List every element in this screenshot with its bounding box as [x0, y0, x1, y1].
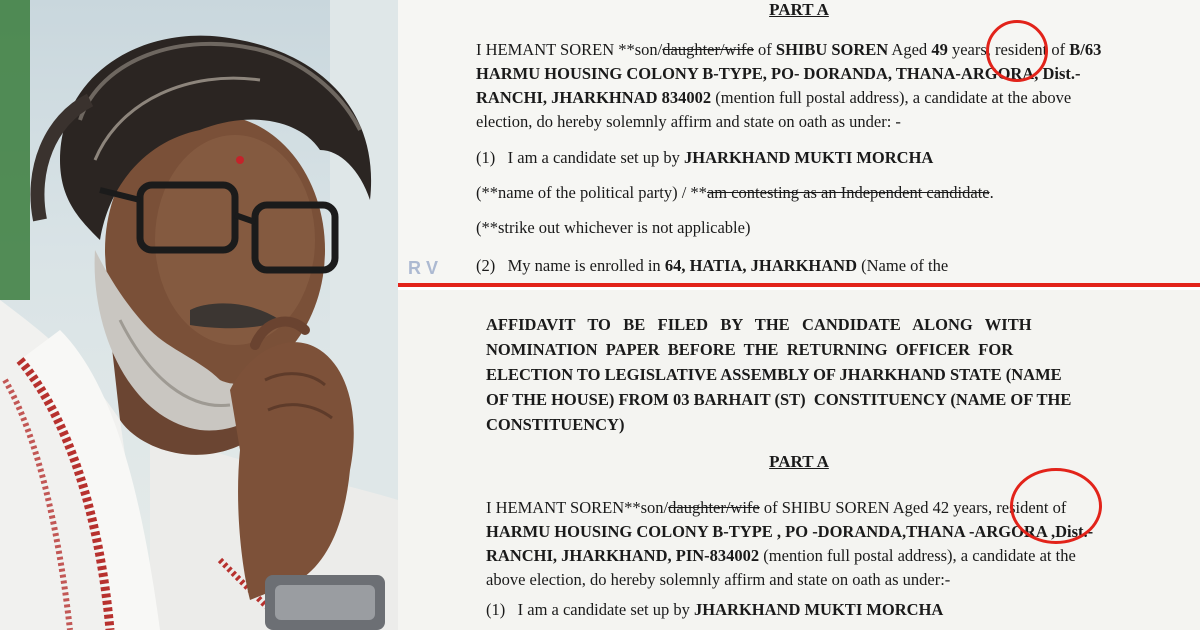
declaration-line-1: I HEMANT SOREN**son/daughter/wife of SHIBU SOREN Aged 42 years, resident of — [486, 498, 1067, 517]
affidavit-heading-line: NOMINATION PAPER BEFORE THE RETURNING OFFICER FOR — [486, 340, 1014, 359]
declaration-line-2: HARMU HOUSING COLONY B-TYPE, PO- DORANDA, THANA-ARGORA, Dist.- — [476, 64, 1081, 83]
age-value: 42 — [932, 498, 950, 517]
faded-stamp: R V — [408, 258, 439, 278]
affidavit-heading-line: CONSTITUENCY) — [486, 415, 625, 434]
declaration-line-3: RANCHI, JHARKHAND, PIN-834002 (mention full postal address), a candidate at the — [486, 546, 1076, 565]
declaration-line-2: HARMU HOUSING COLONY B-TYPE , PO -DORANDA,THANA -ARGORA ,Dist.- — [486, 522, 1094, 541]
affidavit-2014-excerpt — [398, 290, 1200, 630]
declaration-line-4: election, do hereby solemnly affirm and state on oath as under: - — [476, 112, 901, 131]
age-highlight-circle — [1010, 468, 1102, 544]
declaration-line-1: I HEMANT SOREN **son/daughter/wife of SHIBU SOREN Aged 49 years, resident of B/63 — [476, 40, 1102, 59]
red-divider — [398, 283, 1200, 287]
affidavit-2019-excerpt — [398, 0, 1200, 283]
age-highlight-circle — [986, 20, 1048, 82]
declaration-line-4: above election, do hereby solemnly affirm and state on oath as under:- — [486, 570, 951, 589]
portrait-illustration — [0, 0, 398, 630]
affidavit-heading-line: ELECTION TO LEGISLATIVE ASSEMBLY OF JHARKHAND STATE (NAME — [486, 365, 1062, 384]
item-1: (1) I am a candidate set up by JHARKHAND MUKTI MORCHA — [476, 148, 934, 167]
item-2: (2) My name is enrolled in 64, HATIA, JHARKHAND (Name of the — [476, 256, 949, 275]
affidavit-heading-line: OF THE HOUSE) FROM 03 BARHAIT (ST) CONSTITUENCY (NAME OF THE — [486, 390, 1072, 409]
part-a-title: PART A — [769, 0, 829, 19]
strike-note: (**strike out whichever is not applicable) — [476, 218, 751, 237]
affidavit-heading-line: AFFIDAVIT TO BE FILED BY THE CANDIDATE ALONG WITH — [486, 315, 1032, 334]
part-a-title: PART A — [769, 452, 829, 471]
age-value: 49 — [931, 40, 948, 59]
portrait-photo — [0, 0, 398, 630]
item-1: (1) I am a candidate set up by JHARKHAND MUKTI MORCHA — [486, 600, 944, 619]
party-note: (**name of the political party) / **am contesting as an Independent candidate. — [476, 183, 994, 202]
declaration-line-3: RANCHI, JHARKHNAD 834002 (mention full postal address), a candidate at the above — [476, 88, 1072, 107]
